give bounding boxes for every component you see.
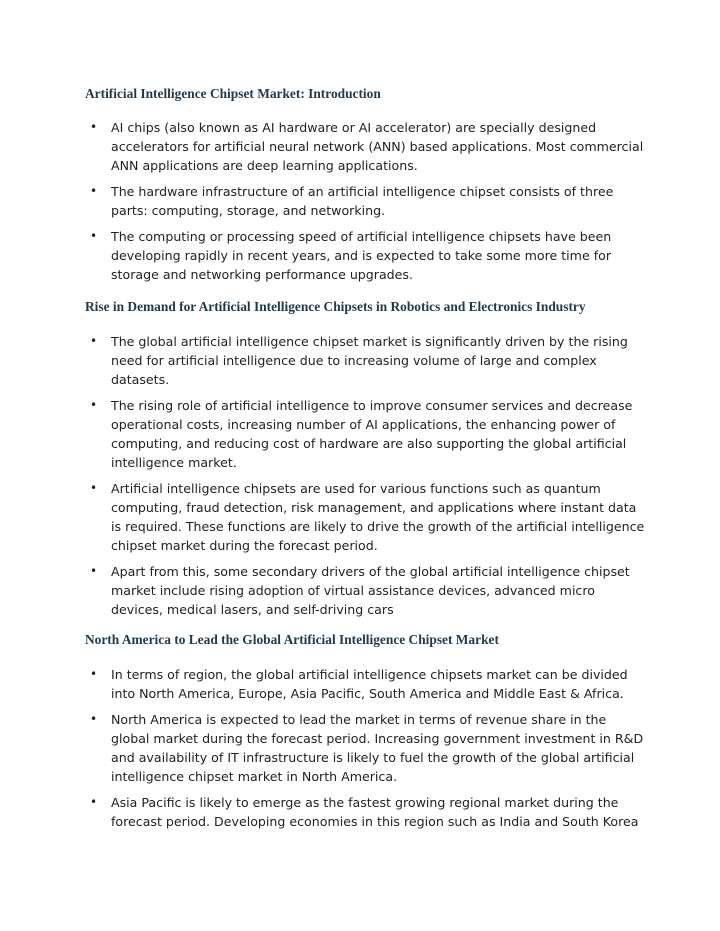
list-item	[85, 396, 645, 472]
bullet-point: •	[90, 481, 98, 495]
list-item	[85, 562, 645, 619]
bullet-list-north-america	[85, 665, 645, 838]
list-item-text: The computing or processing speed of artificial intelligence chipsets have been developing rapidly in recent years, and is expected to take some more time for storage and networking performance upgrades.	[111, 229, 612, 282]
bullet-list-rise-in-demand	[85, 332, 645, 626]
bullet-point: •	[90, 184, 98, 198]
list-item	[85, 182, 645, 220]
bullet-point: •	[90, 564, 98, 578]
list-item-text: The hardware infrastructure of an artificial intelligence chipset consists of three parts: computing, storage, and networking.	[111, 184, 614, 218]
section-heading-north-america: North America to Lead the Global Artificial Intelligence Chipset Market	[85, 632, 499, 647]
list-item-text: Asia Pacific is likely to emerge as the fastest growing regional market during the forecast period. Developing economies in this region such as India and South Korea	[111, 795, 639, 829]
bullet-point: •	[90, 398, 98, 412]
section-heading-introduction: Artificial Intelligence Chipset Market: Introduction	[85, 86, 381, 101]
list-item	[85, 665, 645, 703]
bullet-list-introduction	[85, 118, 645, 291]
list-item	[85, 479, 645, 555]
section-heading-rise-in-demand: Rise in Demand for Artificial Intelligence Chipsets in Robotics and Electronics Industry	[85, 299, 586, 314]
bullet-point: •	[90, 120, 98, 134]
list-item-text: The global artificial intelligence chipset market is significantly driven by the rising need for artificial intelligence due to increasing volume of large and complex datasets.	[111, 334, 628, 387]
list-item-text: In terms of region, the global artificial intelligence chipsets market can be divided into North America, Europe, Asia Pacific, South America and Middle East & Africa.	[111, 667, 628, 701]
list-item	[85, 793, 645, 831]
list-item-text: The rising role of artificial intelligence to improve consumer services and decrease operational costs, increasing number of AI applications, the enhancing power of computing, and reducing cost of hardware are also supporting the global artificial intelligence market.	[111, 398, 633, 470]
list-item-text: Apart from this, some secondary drivers of the global artificial intelligence chipset market include rising adoption of virtual assistance devices, advanced micro devices, medical lasers, and self-driving cars	[111, 564, 630, 617]
list-item-text: AI chips (also known as AI hardware or AI accelerator) are specially designed accelerators for artificial neural network (ANN) based applications. Most commercial ANN applications are deep learning applications.	[111, 120, 644, 173]
list-item-text: Artificial intelligence chipsets are used for various functions such as quantum computing, fraud detection, risk management, and applications where instant data is required. These functions are likely to drive the growth of the artificial intelligence chipset market during the forecast period.	[111, 481, 645, 553]
bullet-point: •	[90, 712, 98, 726]
bullet-point: •	[90, 795, 98, 809]
list-item-text: North America is expected to lead the market in terms of revenue share in the global market during the forecast period. Increasing government investment in R&D and availability of IT infrastructure is likely to fuel the growth of the global artificial intelligence chipset market in North America.	[111, 712, 644, 784]
list-item	[85, 227, 645, 284]
bullet-point: •	[90, 334, 98, 348]
list-item	[85, 118, 645, 175]
list-item	[85, 332, 645, 389]
bullet-point: •	[90, 667, 98, 681]
bullet-point: •	[90, 229, 98, 243]
list-item	[85, 710, 645, 786]
